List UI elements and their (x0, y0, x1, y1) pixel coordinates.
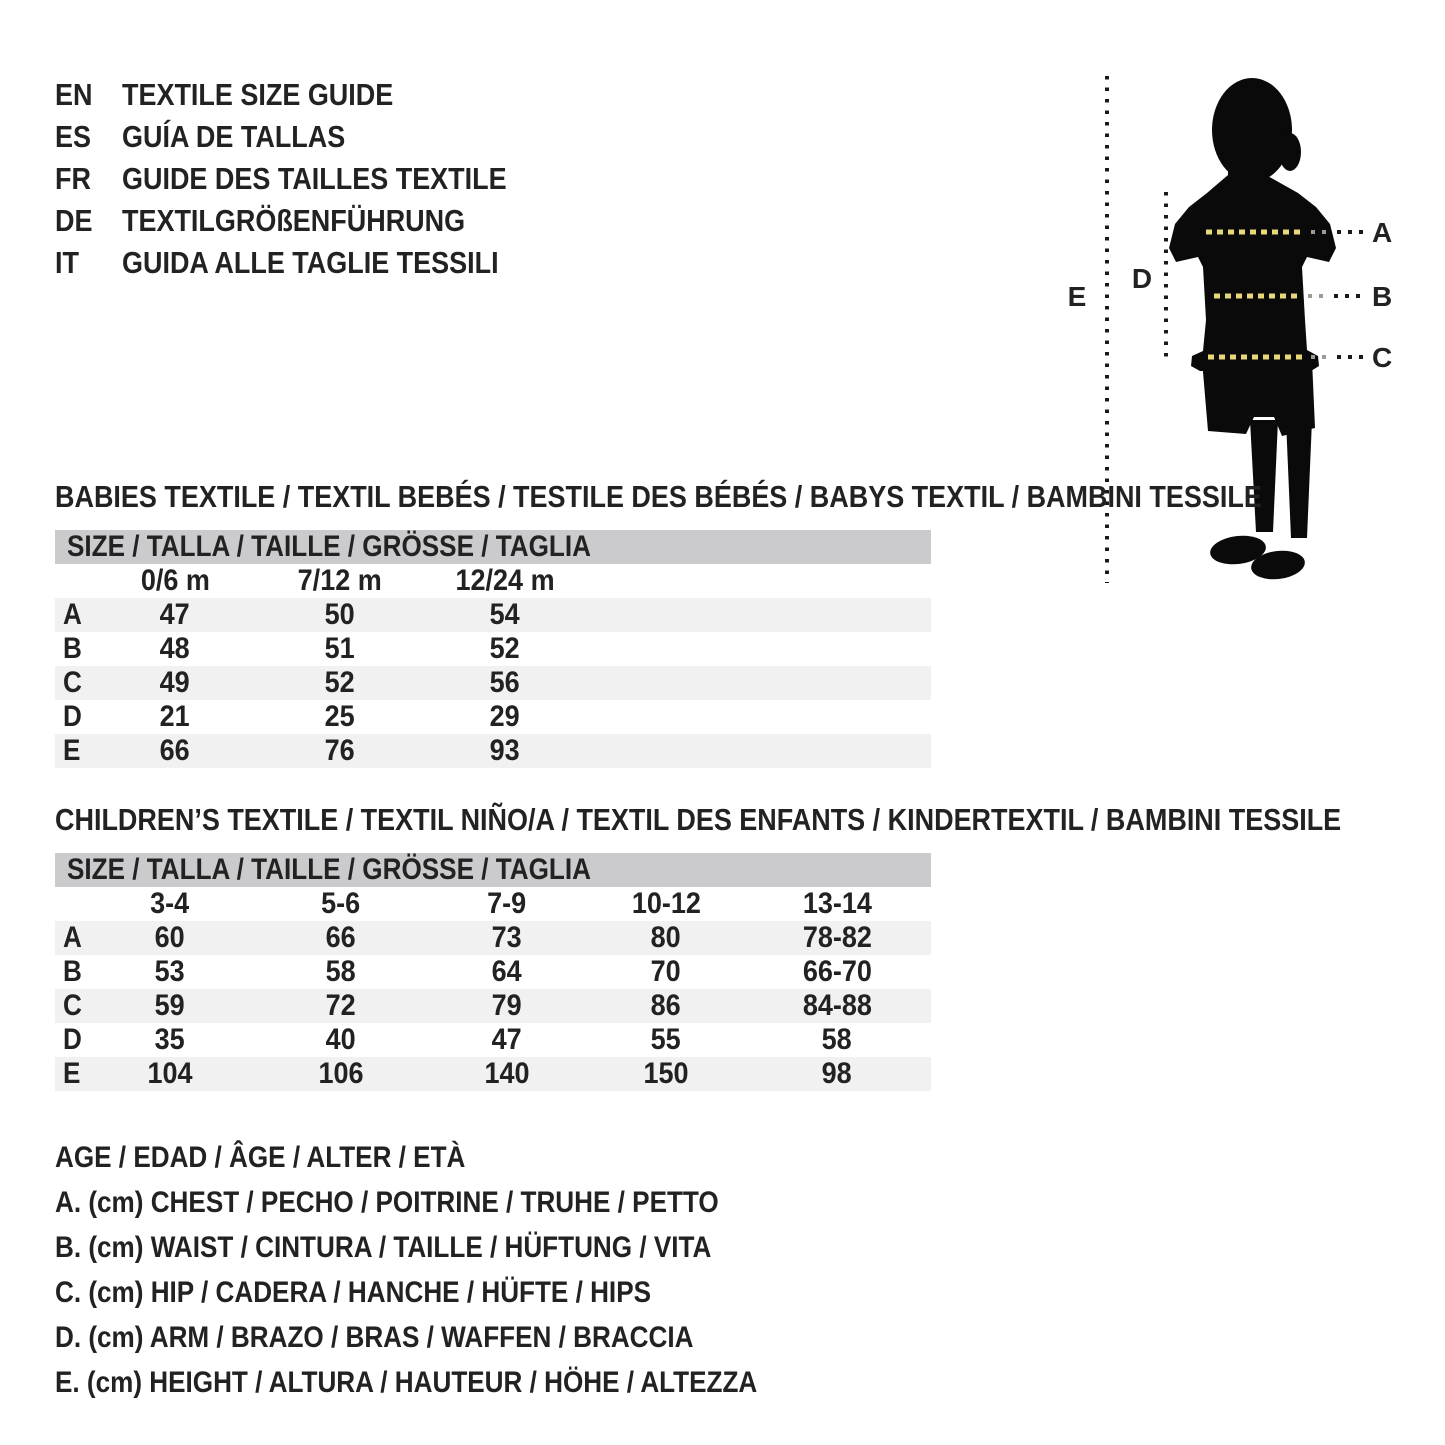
row-label: B (63, 955, 82, 988)
language-row-it (55, 242, 564, 284)
babies-size-table (55, 530, 931, 768)
column-header: 12/24 m (455, 564, 555, 597)
guide-title-de: TEXTILGRÖßENFÜHRUNG (122, 203, 466, 238)
language-row-es (55, 116, 564, 158)
table-row: C 49 52 56 (55, 666, 931, 700)
legend-waist: B. (cm) WAIST / CINTURA / TAILLE / HÜFTUNG / VITA (55, 1230, 712, 1264)
column-header: 0/6 m (140, 564, 210, 597)
measure-label-B: B (1372, 281, 1393, 312)
measure-label-A: A (1372, 217, 1393, 248)
language-code: FR (55, 161, 91, 196)
table-row: A 47 50 54 (55, 598, 931, 632)
guide-title-fr: GUIDE DES TAILLES TEXTILE (122, 161, 507, 196)
size-header-bar: SIZE / TALLA / TAILLE / GRÖSSE / TAGLIA (55, 853, 931, 887)
babies-section-title: BABIES TEXTILE / TEXTIL BEBÉS / TESTILE DES BÉBÉS / BABYS TEXTIL / BAMBINI TESSILE (55, 479, 1262, 514)
row-label: C (63, 666, 82, 699)
row-label: A (63, 598, 82, 631)
table-row: D 35 40 47 55 58 (55, 1023, 931, 1057)
column-header: 7/12 m (297, 564, 383, 597)
measure-label-E: E (1067, 281, 1087, 312)
legend-age: AGE / EDAD / ÂGE / ALTER / ETÀ (55, 1140, 466, 1174)
table-row: A 60 66 73 80 78-82 (55, 921, 931, 955)
row-label: E (63, 734, 81, 767)
language-code: DE (55, 203, 93, 238)
language-code: IT (55, 245, 79, 280)
column-header: 7-9 (487, 887, 527, 920)
measure-label-D: D (1131, 263, 1153, 294)
guide-title-en: TEXTILE SIZE GUIDE (122, 77, 394, 112)
guide-title-es: GUÍA DE TALLAS (122, 119, 346, 154)
children-column-header-row (55, 887, 931, 921)
row-label: E (63, 1057, 81, 1090)
row-label: B (63, 632, 82, 665)
table-row: C 59 72 79 86 84-88 (55, 989, 931, 1023)
column-header: 13-14 (802, 887, 872, 920)
legend-arm: D. (cm) ARM / BRAZO / BRAS / WAFFEN / BRACCIA (55, 1320, 694, 1354)
table-row: D 21 25 29 (55, 700, 931, 734)
column-header: 10-12 (631, 887, 701, 920)
legend-chest: A. (cm) CHEST / PECHO / POITRINE / TRUHE / PETTO (55, 1185, 719, 1219)
language-code: EN (55, 77, 93, 112)
row-label: D (63, 700, 82, 733)
row-label: C (63, 989, 82, 1022)
language-title-block (55, 74, 564, 284)
language-row-de (55, 200, 564, 242)
legend-hip: C. (cm) HIP / CADERA / HANCHE / HÜFTE / HIPS (55, 1275, 652, 1309)
guide-title-it: GUIDA ALLE TAGLIE TESSILI (122, 245, 499, 280)
row-label: D (63, 1023, 82, 1056)
language-row-fr (55, 158, 564, 200)
table-row: E 66 76 93 (55, 734, 931, 768)
table-row: B 53 58 64 70 66-70 (55, 955, 931, 989)
row-label: A (63, 921, 82, 954)
language-row-en (55, 74, 564, 116)
children-size-table (55, 853, 931, 1091)
language-code: ES (55, 119, 91, 154)
children-section-title: CHILDREN’S TEXTILE / TEXTIL NIÑO/A / TEXTIL DES ENFANTS / KINDERTEXTIL / BAMBINI TESSILE (55, 802, 1342, 837)
legend-height: E. (cm) HEIGHT / ALTURA / HAUTEUR / HÖHE / ALTEZZA (55, 1365, 758, 1399)
table-row: E 104 106 140 150 98 (55, 1057, 931, 1091)
babies-column-header-row (55, 564, 931, 598)
column-header: 3-4 (150, 887, 190, 920)
measure-label-C: C (1372, 342, 1393, 373)
table-row: B 48 51 52 (55, 632, 931, 666)
size-header-bar: SIZE / TALLA / TAILLE / GRÖSSE / TAGLIA (55, 530, 931, 564)
measurement-legend (55, 1135, 862, 1405)
column-header: 5-6 (321, 887, 361, 920)
